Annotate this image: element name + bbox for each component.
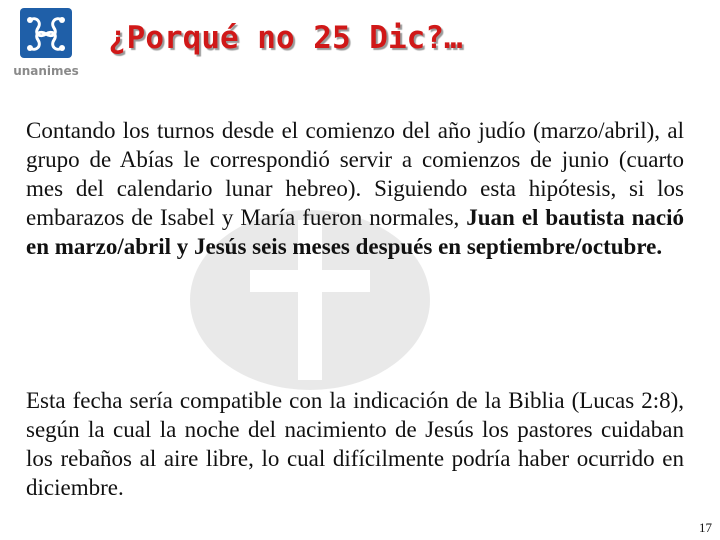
paragraph-turnos-text: Contando los turnos desde el comienzo del año judío (marzo/abril), al grupo de Abías le correspondió servir a comienzos de junio (cuarto mes del calendario lunar hebreo). Siguiendo esta hipótesis, si los embarazos de Isabel y María fueron normales, [26,118,684,230]
logo-text: unanimes [13,64,79,78]
unanimes-logo-icon [16,6,76,62]
paragraph-turnos-bold: Juan el bautista nació en marzo/abril y Jesús seis meses después en septiembre/octubre. [26,205,684,259]
unanimes-logo [8,6,84,80]
paragraph-turnos [26,116,684,261]
paragraph-biblia: Esta fecha sería compatible con la indicación de la Biblia (Lucas 2:8), según la cual la noche del nacimiento de Jesús los pastores cuidaban los rebaños al aire libre, lo cual difícilmente podría haber ocurrido en diciembre. [26,388,684,500]
page-number: 17 [699,520,712,535]
page-title: ¿Porqué no 25 Dic?… [108,20,463,56]
